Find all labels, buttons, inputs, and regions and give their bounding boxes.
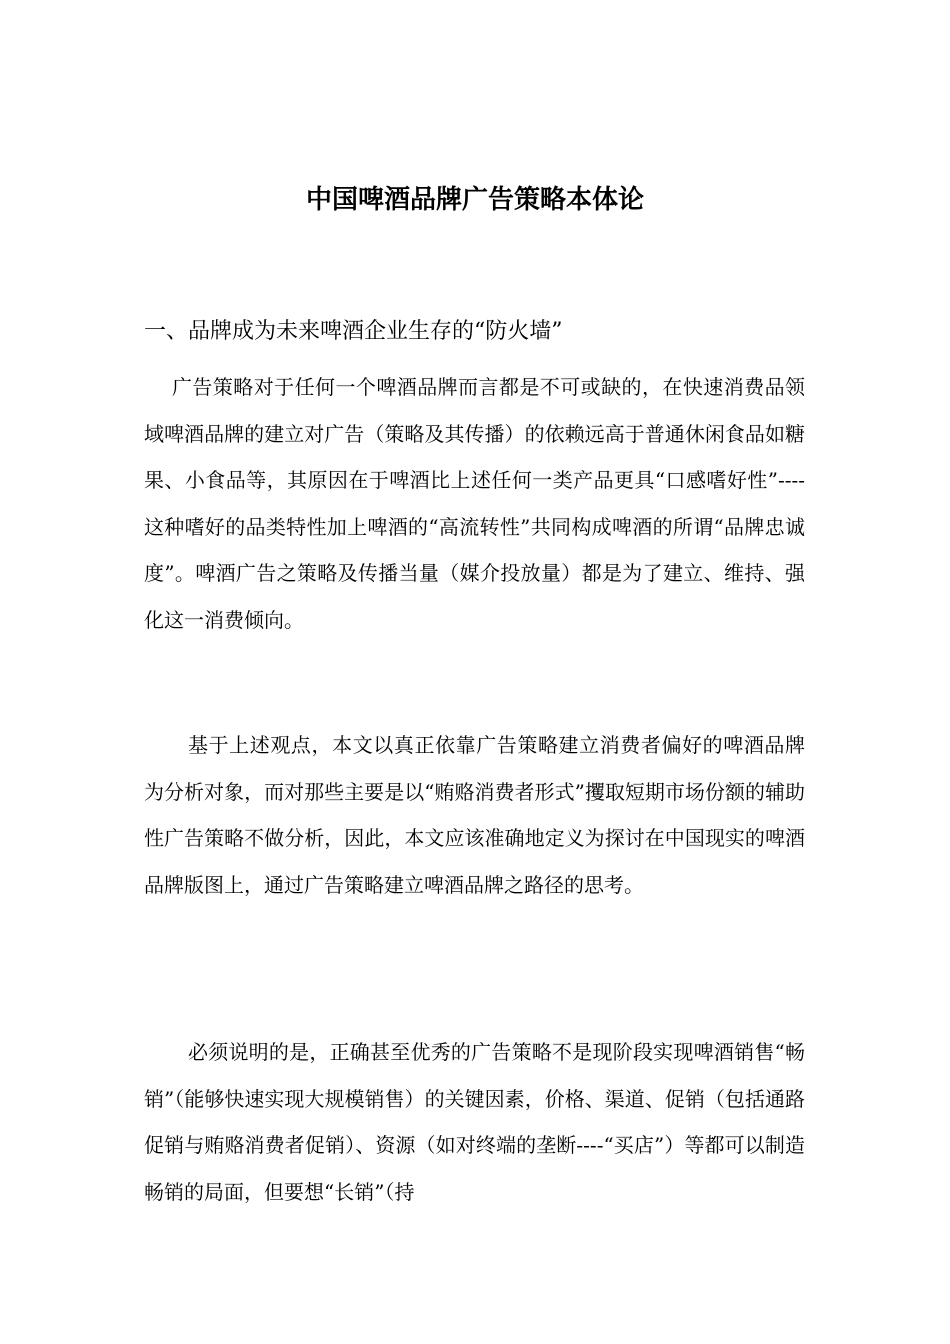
section-heading: 一、品牌成为未来啤酒企业生存的“防火墙” bbox=[144, 319, 563, 344]
paragraph-2: 基于上述观点，本文以真正依靠广告策略建立消费者偏好的啤酒品牌为分析对象，而对那些主要是以“贿赂消费者形式”攫取短期市场份额的辅助性广告策略不做分析，因此，本文应该准确地定义为探讨在中国现实的啤酒品牌版图上，通过广告策略建立啤酒品牌之路径的思考。 bbox=[144, 733, 805, 897]
paragraph-1: 广告策略对于任何一个啤酒品牌而言都是不可或缺的，在快速消费品领域啤酒品牌的建立对广告（策略及其传播）的依赖远高于普通休闲食品如糖果、小食品等，其原因在于啤酒比上述任何一类产品更具“口感嗜好性”----这种嗜好的品类特性加上啤酒的“高流转性”共同构成啤酒的所谓“品牌忠诚度”。啤酒广告之策略及传播当量（媒介投放量）都是为了建立、维持、强化这一消费倾向。 bbox=[144, 375, 805, 632]
document-title: 中国啤酒品牌广告策略本体论 bbox=[305, 185, 644, 215]
paragraph-3: 必须说明的是，正确甚至优秀的广告策略不是现阶段实现啤酒销售“畅销”（能够快速实现大规模销售）的关键因素，价格、渠道、促销（包括通路促销与贿赂消费者促销）、资源（如对终端的垄断----“买店”）等都可以制造畅销的局面，但要想“长销”（持 bbox=[144, 1040, 805, 1204]
